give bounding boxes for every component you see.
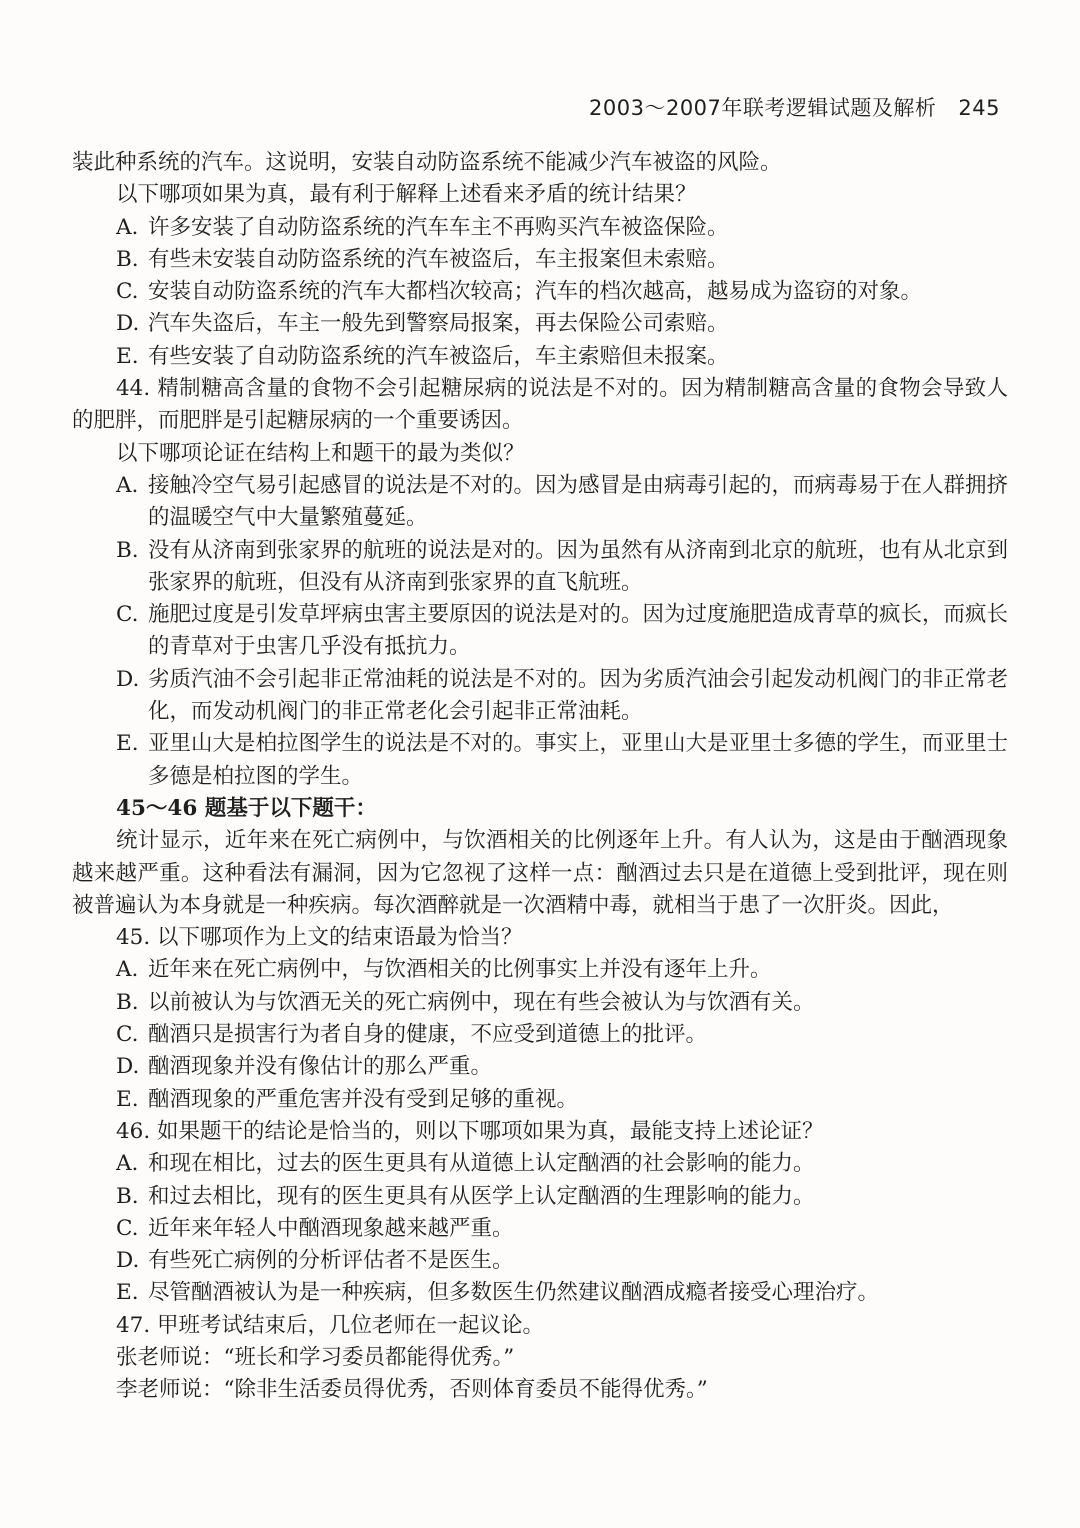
option-b: B. 有些未安装自动防盗系统的汽车被盗后，车主报案但未索赔。: [116, 246, 729, 272]
option-b: B. 以前被认为与饮酒无关的死亡病例中，现在有些会被认为与饮酒有关。: [116, 989, 815, 1015]
option-d: D. 酗酒现象并没有像估计的那么严重。: [116, 1054, 493, 1080]
option-a: A. 近年来在死亡病例中，与饮酒相关的比例事实上并没有逐年上升。: [116, 957, 772, 983]
option-a: A. 接触冷空气易引起感冒的说法是不对的。因为感冒是由病毒引起的，而病毒易于在人群拥挤的温暖空气中大量繁殖蔓延。: [116, 472, 1009, 531]
option-c: C. 施肥过度是引发草坪病虫害主要原因的说法是对的。因为过度施肥造成青草的疯长，而疯长的青草对于虫害几乎没有抵抗力。: [116, 602, 1009, 660]
passage-text: 统计显示，近年来在死亡病例中，与饮酒相关的比例逐年上升。有人认为，这是由于酗酒现象越来越严重。这种看法有漏洞，因为它忽视了这样一点：酗酒过去只是在道德上受到批评，现在则被普遍认为本身就是一种疾病。每次酒醉就是一次酒精中毒，就相当于患了一次肝炎。因此，: [72, 828, 1008, 918]
option-c: C. 近年来年轻人中酗酒现象越来越严重。: [116, 1215, 514, 1241]
question-44: 44. 精制糖高含量的食物不会引起糖尿病的说法是不对的。因为精制糖高含量的食物会导致人的肥胖，而肥胖是引起糖尿病的一个重要诱因。: [72, 376, 1008, 434]
quote-teacher-zhang: 张老师说：“班长和学习委员都能得优秀。”: [116, 1344, 515, 1370]
question-46: 46. 如果题干的结论是恰当的，则以下哪项如果为真，最能支持上述论证？: [116, 1118, 824, 1144]
page-body: [72, 147, 1008, 1407]
question-stem: 以下哪项论证在结构上和题干的最为类似？: [116, 440, 525, 466]
header-title: 2003～2007年联考逻辑试题及解析: [589, 96, 937, 120]
question-45: 45. 以下哪项作为上文的结束语最为恰当？: [116, 925, 523, 951]
running-header: [589, 92, 1000, 122]
option-e: E. 有些安装了自动防盗系统的汽车被盗后，车主索赔但未报案。: [116, 343, 729, 369]
option-e: E. 尽管酗酒被认为是一种疾病，但多数医生仍然建议酗酒成瘾者接受心理治疗。: [116, 1280, 880, 1306]
option-e: E. 亚里山大是柏拉图学生的说法是不对的。事实上，亚里山大是亚里士多德的学生，而亚里士多德是柏拉图的学生。: [116, 731, 1009, 789]
section-heading: 45～46 题基于以下题干：: [116, 795, 377, 821]
option-c: C. 安装自动防盗系统的汽车大都档次较高；汽车的档次越高，越易成为盗窃的对象。: [116, 279, 923, 305]
option-d: D. 汽车失盗后，车主一般先到警察局报案，再去保险公司索赔。: [116, 311, 729, 337]
option-a: A. 许多安装了自动防盗系统的汽车车主不再购买汽车被盗保险。: [116, 214, 729, 240]
option-d: D. 劣质汽油不会引起非正常油耗的说法是不对的。因为劣质汽油会引起发动机阀门的非正常老化，而发动机阀门的非正常老化会引起非正常油耗。: [116, 666, 1009, 725]
page-number: 245: [958, 96, 1000, 120]
option-a: A. 和现在相比，过去的医生更具有从道德上认定酗酒的社会影响的能力。: [116, 1151, 815, 1177]
option-d: D. 有些死亡病例的分析评估者不是医生。: [116, 1248, 514, 1274]
option-b: B. 和过去相比，现有的医生更具有从医学上认定酗酒的生理影响的能力。: [116, 1183, 815, 1209]
continuation-text: 装此种系统的汽车。这说明，安装自动防盗系统不能减少汽车被盗的风险。: [72, 150, 782, 175]
option-b: B. 没有从济南到张家界的航班的说法是对的。因为虽然有从济南到北京的航班，也有从北京到张家界的航班，但没有从济南到张家界的直飞航班。: [116, 537, 1009, 595]
question-stem: 以下哪项如果为真，最有利于解释上述看来矛盾的统计结果？: [116, 182, 697, 208]
question-47: 47. 甲班考试结束后，几位老师在一起议论。: [116, 1312, 545, 1338]
option-e: E. 酗酒现象的严重危害并没有受到足够的重视。: [116, 1086, 579, 1112]
quote-teacher-li: 李老师说：“除非生活委员得优秀，否则体育委员不能得优秀。”: [116, 1377, 708, 1403]
option-c: C. 酗酒只是损害行为者自身的健康，不应受到道德上的批评。: [116, 1022, 708, 1048]
